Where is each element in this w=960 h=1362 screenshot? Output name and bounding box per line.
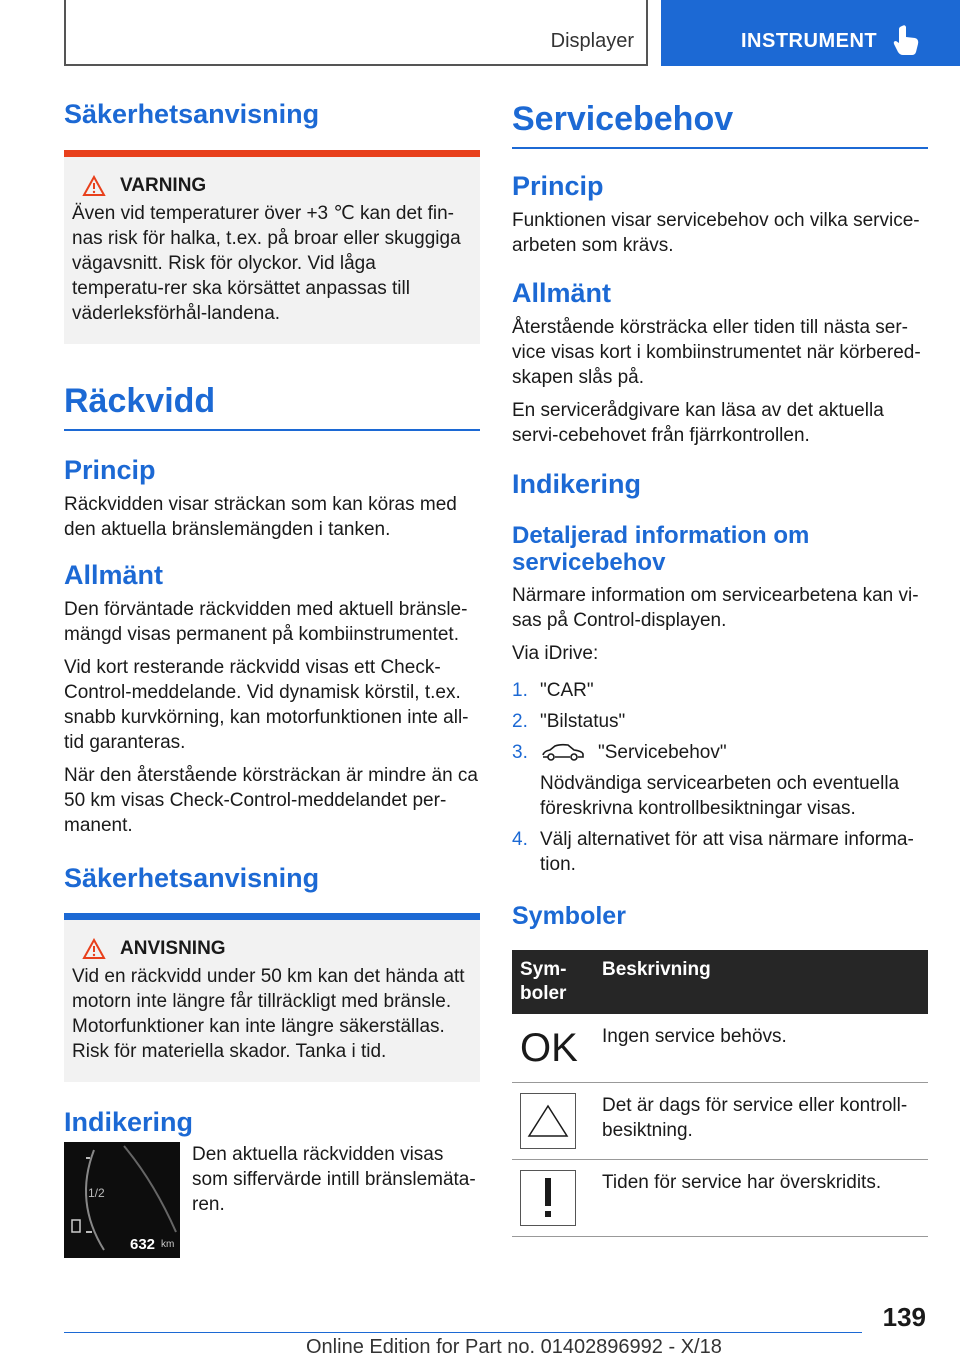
service-principle-heading: Princip [512,171,604,201]
range-general-p2: Vid kort resterande räckvidd visas ett Check-Control-meddelande. Vid dynamisk körstil, t.ex. snabb kurvkörning, kan motorfunktionen inte all-tid garanteras. [64,656,469,753]
range-principle-heading: Princip [64,454,156,485]
list-item: 2. "Bilstatus" [512,710,626,732]
range-indication-heading: Indikering [64,1107,194,1138]
warning-triangle-icon [526,1103,570,1139]
table-row: Det är dags för service eller kontroll-besiktning. [512,1083,928,1160]
warning-box [64,150,480,344]
range-general-p1: Den förväntade räckvidden med aktuell bränsle-mängd visas permanent på kombiinstrumentet. [64,598,468,645]
service-general-p2: En servicerådgivare kan läsa av det aktuella servi-cebehovet från fjärrkontrollen. [512,400,884,447]
table-row: Tiden för service har överskridits. [512,1160,928,1237]
service-heading: Servicebehov [512,100,928,149]
list-item: 4. Välj alternativet för att visa närmare informa-tion. [512,828,914,875]
notice-label: ANVISNING [120,938,226,960]
range-indication-text: Den aktuella räckvidden visas som siffervärde intill bränslemäta-ren. [192,1144,476,1216]
warning-title [72,175,472,197]
pointing-hand-icon [893,24,921,56]
column-description: Beskrivning [594,950,928,1014]
steps-list [512,678,928,877]
list-item: 1. "CAR" [512,679,594,701]
notice-text: Vid en räckvidd under 50 km kan det hända att motorn inte längre får tillräckligt med bränsle. Motorfunktioner kan inte längre säkerställas. Risk för materiella skador. Tanka i tid. [72,966,465,1063]
footer-edition: Online Edition for Part no. 01402896992 - X/18 [306,1336,722,1358]
warning-triangle-icon [82,938,106,960]
range-general-p3: När den återstående körsträckan är mindre än ca 50 km visas Check-Control-meddelandet per-manent. [64,764,478,836]
notice-box [64,913,480,1082]
footer-divider [64,1332,862,1333]
car-service-icon [540,742,586,762]
symbols-table [512,950,928,1237]
header-section: Displayer [550,30,634,52]
range-principle-text: Räckvidden visar sträckan som kan köras med den aktuella bränslemängden i tanken. [64,493,457,540]
safety-heading-2: Säkerhetsanvisning [64,862,320,893]
service-principle-text: Funktionen visar servicebehov och vilka service-arbeten som krävs. [512,210,920,257]
service-indication-heading: Indikering [512,469,642,500]
warning-triangle-icon [82,175,106,197]
service-detail-heading: Detaljerad information om servicebehov [512,521,810,577]
gauge-range-value: 632 [130,1236,156,1254]
table-header-row [512,950,928,1014]
ok-symbol: OK [520,1026,578,1071]
service-detail-text: Närmare information om servicearbetena kan vi-sas på Control-displayen. [512,584,919,631]
warning-label: VARNING [120,174,207,196]
header-section-box [64,0,648,66]
symbols-heading: Symboler [512,901,626,930]
page-number: 139 [882,1302,926,1332]
safety-heading-1: Säkerhetsanvisning [64,99,320,129]
indication-block [64,1142,480,1258]
via-idrive: Via iDrive: [512,642,599,664]
notice-title [72,938,472,960]
header-chapter-label: INSTRUMENT [741,30,878,52]
service-general-heading: Allmänt [512,278,612,309]
exclamation-icon [538,1176,558,1220]
range-heading: Räckvidd [64,382,480,431]
range-general-heading: Allmänt [64,559,164,590]
list-item: 3. "Servicebehov" Nödvändiga servicearbeten och eventuella föreskrivna kontrollbesiktningar visas. [512,741,900,819]
table-row: OK Ingen service behövs. [512,1014,928,1083]
fuel-gauge-image [64,1142,180,1258]
service-general-p1: Återstående körsträcka eller tiden till nästa ser-vice visas kort i kombiinstrumentet när körbered-skapen slås på. [512,317,921,389]
gauge-half-label: 1/2 [88,1186,105,1201]
right-column [512,100,928,1237]
left-column [64,100,480,1258]
column-symbols: Sym-boler [512,950,594,1014]
header-chapter-tab[interactable] [661,0,960,66]
warning-text: Även vid temperaturer över +3 ℃ kan det fin-nas risk för halka, t.ex. på broar eller skuggiga vägavsnitt. Risk för olyckor. Vid låga temperatu-rer ska körsättet anpassas till väderleksförhål-landena. [72,202,461,324]
gauge-range-unit: km [161,1239,175,1251]
